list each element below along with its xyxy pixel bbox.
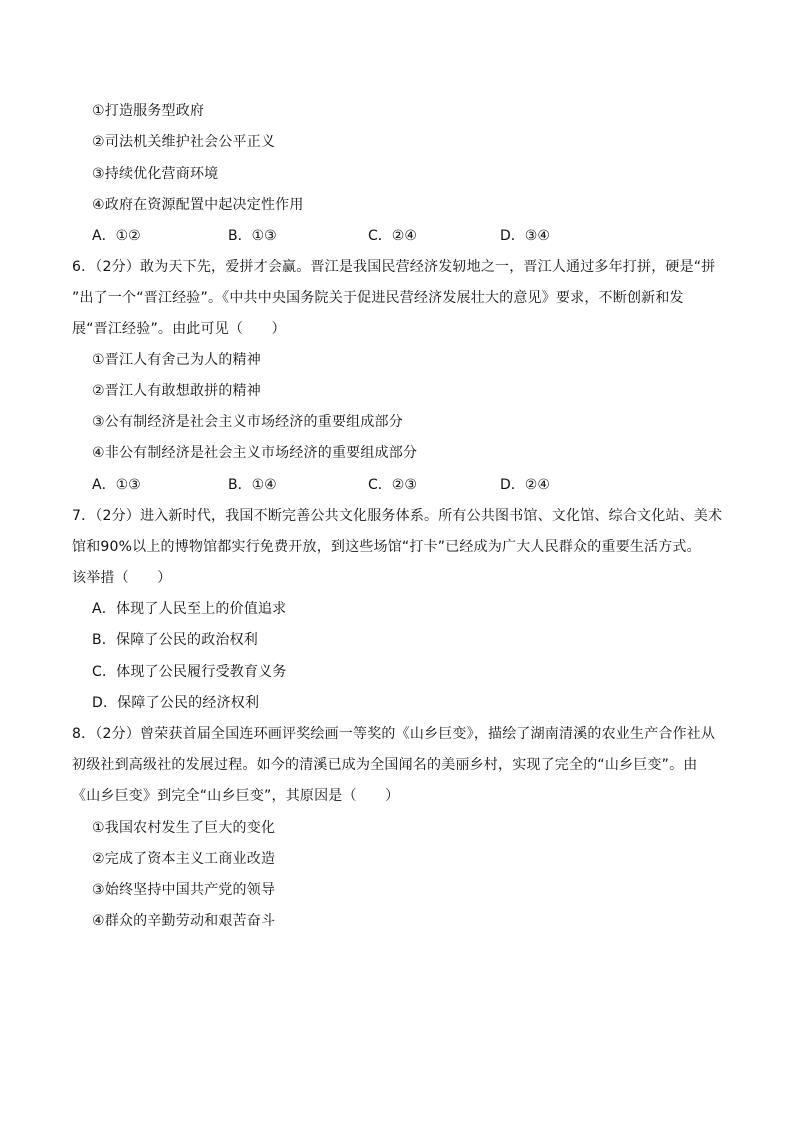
- q8-item-1: ①我国农村发生了巨大的变化: [92, 820, 276, 836]
- q8-stem-line-3: 《山乡巨变》到完全“山乡巨变”，其原因是（ ）: [72, 788, 400, 804]
- q6-option-d[interactable]: D．②④: [500, 477, 550, 493]
- q5-item-2: ②司法机关维护社会公平正义: [92, 134, 276, 150]
- q7-stem-line-3: 该举措（ ）: [72, 570, 172, 586]
- q6-stem-line-3: 展“晋江经验”。由此可见（ ）: [72, 321, 286, 337]
- q7-option-d[interactable]: D．保障了公民的经济权利: [92, 695, 260, 711]
- q8-stem-line-1: 8．（2分）曾荣获首届全国连环画评奖绘画一等奖的《山乡巨变》，描绘了湖南清溪的农业生产合作社从: [72, 726, 716, 742]
- q6-item-1: ①晋江人有舍己为人的精神: [92, 352, 261, 368]
- q6-option-a[interactable]: A．①③: [92, 477, 141, 493]
- q5-option-c[interactable]: C．②④: [368, 228, 417, 244]
- q8-item-3: ③始终坚持中国共产党的领导: [92, 882, 276, 898]
- q5-item-3: ③持续优化营商环境: [92, 166, 219, 182]
- q6-item-2: ②晋江人有敢想敢拼的精神: [92, 383, 261, 399]
- q7-stem-line-1: 7．（2分）进入新时代，我国不断完善公共文化服务体系。所有公共图书馆、文化馆、综合文化站、美术: [72, 508, 723, 524]
- q6-stem-line-1: 6．（2分）敢为天下先，爱拼才会赢。晋江是我国民营经济发轫地之一，晋江人通过多年打拼，硬是“拼: [72, 259, 716, 275]
- q5-option-d[interactable]: D．③④: [500, 228, 550, 244]
- q5-item-1: ①打造服务型政府: [92, 103, 205, 119]
- q6-item-3: ③公有制经济是社会主义市场经济的重要组成部分: [92, 414, 403, 430]
- q7-stem-line-2: 馆和90%以上的博物馆都实行免费开放，到这些场馆“打卡”已经成为广大人民群众的重要生活方式。: [72, 539, 701, 555]
- q8-item-4: ④群众的辛勤劳动和艰苦奋斗: [92, 913, 276, 929]
- q6-item-4: ④非公有制经济是社会主义市场经济的重要组成部分: [92, 445, 418, 461]
- q6-option-b[interactable]: B．①④: [228, 477, 277, 493]
- q7-option-c[interactable]: C．体现了公民履行受教育义务: [92, 664, 287, 680]
- q5-option-b[interactable]: B．①③: [228, 228, 277, 244]
- q6-stem-line-2: ”出了一个“晋江经验”。《中共中央国务院关于促进民营经济发展壮大的意见》要求，不断创新和发: [72, 290, 684, 306]
- q5-option-a[interactable]: A．①②: [92, 228, 141, 244]
- q8-stem-line-2: 初级社到高级社的发展过程。如今的清溪已成为全国闻名的美丽乡村，实现了完全的“山乡巨变”。由: [72, 757, 698, 773]
- q8-item-2: ②完成了资本主义工商业改造: [92, 851, 276, 867]
- q6-option-c[interactable]: C．②③: [368, 477, 417, 493]
- q7-option-a[interactable]: A．体现了人民至上的价值追求: [92, 601, 287, 617]
- q7-option-b[interactable]: B．保障了公民的政治权利: [92, 632, 259, 648]
- q5-item-4: ④政府在资源配置中起决定性作用: [92, 197, 304, 213]
